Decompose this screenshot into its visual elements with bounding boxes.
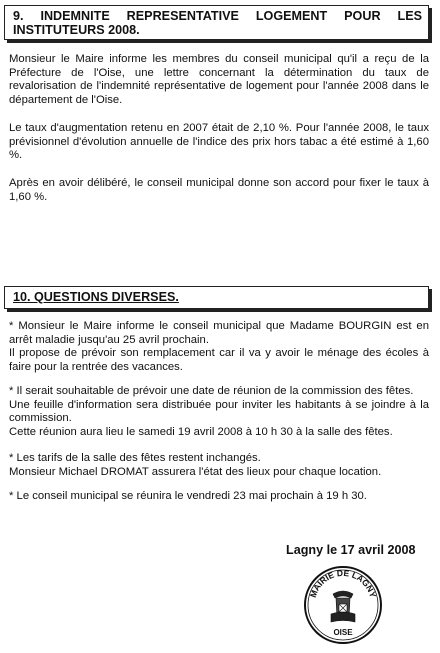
item-2: * Il serait souhaitable de prévoir une date de réunion de la commission des fêtes. Une feuille d'information sera distribuée pour inviter les habitants à se joindre à la commission. Cette réunion aura lieu le samedi 19 avril 2008 à 10 h 30 à la salle des fêtes. bbox=[9, 385, 429, 438]
item-3: * Les tarifs de la salle des fêtes restent inchangés. Monsieur Michael DROMAT assurera l'état des lieux pour chaque location. bbox=[9, 452, 382, 478]
closing-date: Lagny le 17 avril 2008 bbox=[286, 543, 416, 557]
mairie-seal-stamp bbox=[303, 564, 383, 651]
svg-text:MAIRIE DE LAGNY: MAIRIE DE LAGNY bbox=[307, 567, 379, 599]
section-9-paragraph-2: Le taux d'augmentation retenu en 2007 était de 2,10 %. Pour l'année 2008, le taux prévisionnel d'évolution annuelle de l'indice des prix hors tabac a été estimé à 1,60 %. bbox=[9, 122, 429, 161]
item-4: * Le conseil municipal se réunira le vendredi 23 mai prochain à 19 h 30. bbox=[9, 490, 367, 502]
section-10-title: 10. QUESTIONS DIVERSES. bbox=[13, 290, 179, 304]
item-1: * Monsieur le Maire informe le conseil municipal que Madame BOURGIN est en arrêt maladie jusqu'au 25 avril prochain. Il propose de prévoir son remplacement car il va y avoir le ménage des écoles à faire pour la rentrée des vacances. bbox=[9, 320, 429, 373]
section-9-paragraph-1: Monsieur le Maire informe les membres du conseil municipal qu'il a reçu de la Préfecture de l'Oise, une lettre concernant la détermination du taux de revalorisation de l'indemnité représentative de logement pour l'année 2008 dans le département de l'Oise. bbox=[9, 53, 429, 106]
section-9-header bbox=[4, 5, 429, 40]
section-9-paragraph-3: Après en avoir délibéré, le conseil municipal donne son accord pour fixer le taux à 1,60 %. bbox=[9, 177, 429, 203]
section-10-header bbox=[4, 286, 429, 309]
section-9-title: 9. INDEMNITE REPRESENTATIVE LOGEMENT POUR LES INSTITUTEURS 2008. bbox=[13, 9, 422, 37]
svg-text:OISE: OISE bbox=[333, 628, 353, 637]
